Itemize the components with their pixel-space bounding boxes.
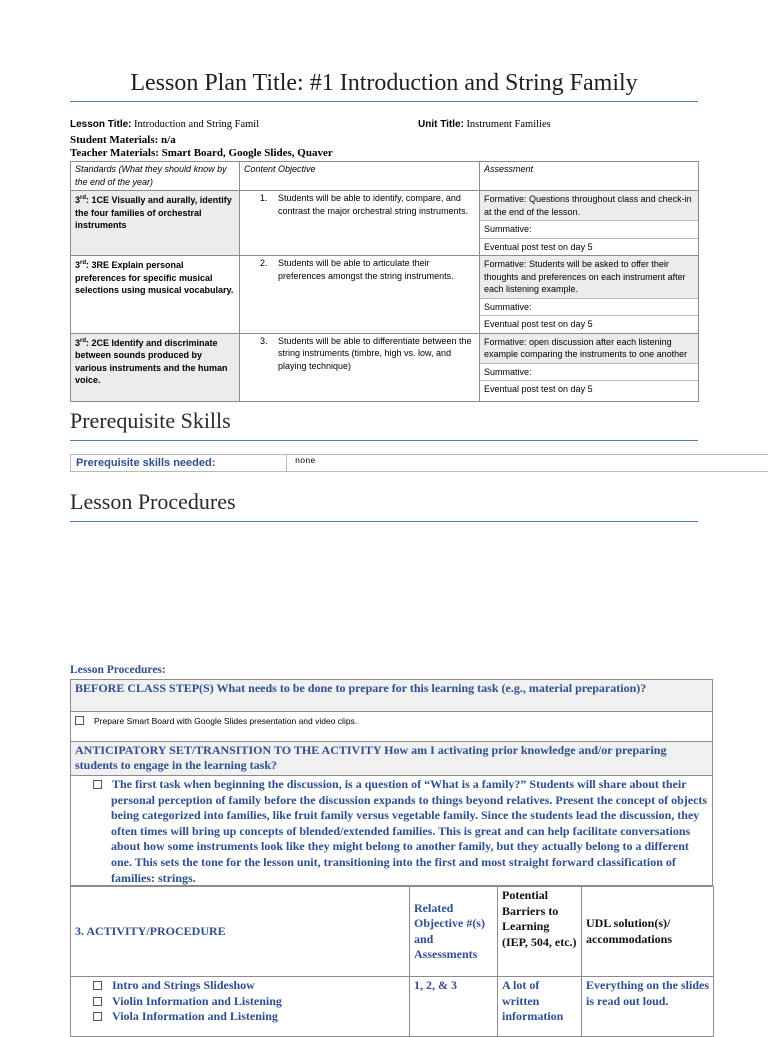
checkbox-icon — [93, 780, 102, 789]
standards-header: Standards (What they should know by the end of the year) — [71, 162, 240, 191]
objective-row — [71, 191, 699, 256]
assessment-cell: Formative: open discussion after each listening example comparing the instruments to one another Summative: Eventual post test on day 5 — [480, 333, 699, 401]
page-title: Lesson Plan Title: #1 Introduction and String Family — [130, 70, 638, 96]
prerequisite-row — [70, 454, 768, 472]
activity-item: Intro and Strings Slideshow — [93, 978, 405, 994]
title-rule — [70, 101, 698, 102]
unit-title-field — [418, 119, 551, 130]
checkbox-icon — [93, 997, 102, 1006]
standard-cell: 3rd: 3RE Explain personal preferences for specific musical selections using musical vocabulary. — [71, 256, 240, 334]
student-materials: Student Materials: n/a — [70, 134, 176, 146]
unit-title-label: Unit Title: — [418, 119, 464, 130]
lesson-title-label: Lesson Title: — [70, 119, 132, 130]
unit-title-value: Instrument Families — [466, 119, 551, 130]
activity-item: Violin Information and Listening — [93, 994, 405, 1010]
before-class-header: BEFORE CLASS STEP(S) What needs to be done to prepare for this learning task (e.g., material preparation)? — [70, 679, 713, 712]
procedures-heading: Lesson Procedures — [70, 489, 236, 514]
prerequisite-heading: Prerequisite Skills — [70, 408, 231, 433]
barriers-cell: A lot of written information — [498, 977, 582, 1037]
activity-table — [70, 886, 714, 1037]
anticipatory-header: ANTICIPATORY SET/TRANSITION TO THE ACTIVITY How am I activating prior knowledge and/or preparing students to engage in the learning task? — [70, 742, 713, 776]
barriers-header: Potential Barriers to Learning (IEP, 504, etc.) — [498, 887, 582, 977]
activity-item: Viola Information and Listening — [93, 1009, 405, 1025]
procedures-table — [70, 679, 713, 1037]
assessment-cell: Formative: Students will be asked to offer their thoughts and preferences on each instrument after each listening example. Summative: Eventual post test on day 5 — [480, 256, 699, 334]
anticipatory-item — [70, 776, 713, 886]
content-objective-header: Content Objective — [240, 162, 480, 191]
related-objective-cell: 1, 2, & 3 — [410, 977, 498, 1037]
assessment-cell: Formative: Questions throughout class and check-in at the end of the lesson. Summative: Eventual post test on day 5 — [480, 191, 699, 256]
udl-header: UDL solution(s)/ accommodations — [582, 887, 714, 977]
objective-cell: 3. Students will be able to differentiate between the string instruments (timbre, high vs. low, and playing technique) — [240, 333, 480, 401]
activity-list — [71, 977, 410, 1037]
objective-cell: 1. Students will be able to identify, compare, and contrast the major orchestral string instruments. — [240, 191, 480, 256]
checkbox-icon — [93, 981, 102, 990]
procedures-rule — [70, 521, 698, 522]
lesson-title-value: Introduction and String Famil — [134, 119, 260, 130]
prerequisite-value: none — [295, 456, 316, 466]
objectives-table — [70, 161, 699, 402]
related-objective-header: Related Objective #(s) and Assessments — [410, 887, 498, 977]
udl-cell: Everything on the slides is read out loud. — [582, 977, 714, 1037]
checkbox-icon — [93, 1012, 102, 1021]
anticipatory-text: The first task when beginning the discussion, is a question of “What is a family?” Students will share about their personal perception of family before the discussion expands to things beyond relatives. Present the concept of objects being categorized into families, like fruit family versus vegetable family. Since the students lead the discussion, they often times will bring up concepts of blended/extended families. This is great and can help facilitate conversations about how some instruments look like they might belong to another family, but they actually belong to a different one. This sets the tone for the lesson unit, transitioning into the first and most straight forward classification of families: strings. — [111, 777, 708, 885]
objective-row — [71, 256, 699, 334]
standard-cell: 3rd: 1CE Visually and aurally, identify the four families of orchestral instruments — [71, 191, 240, 256]
prerequisite-label: Prerequisite skills needed: — [71, 455, 287, 471]
before-class-item-text: Prepare Smart Board with Google Slides presentation and video clips. — [94, 716, 358, 726]
activity-header: 3. ACTIVITY/PROCEDURE — [71, 887, 410, 977]
objective-cell: 2. Students will be able to articulate their preferences amongst the string instruments. — [240, 256, 480, 334]
teacher-materials: Teacher Materials: Smart Board, Google Slides, Quaver — [70, 147, 333, 159]
checkbox-icon — [75, 716, 84, 725]
lesson-procedures-label: Lesson Procedures: — [70, 664, 166, 676]
standard-cell: 3rd: 2CE Identify and discriminate between sounds produced by various instruments and the human voice. — [71, 333, 240, 401]
before-class-item — [70, 712, 713, 742]
objective-row — [71, 333, 699, 401]
assessment-header: Assessment — [480, 162, 699, 191]
prerequisite-rule — [70, 440, 698, 441]
lesson-title-field — [70, 119, 259, 130]
